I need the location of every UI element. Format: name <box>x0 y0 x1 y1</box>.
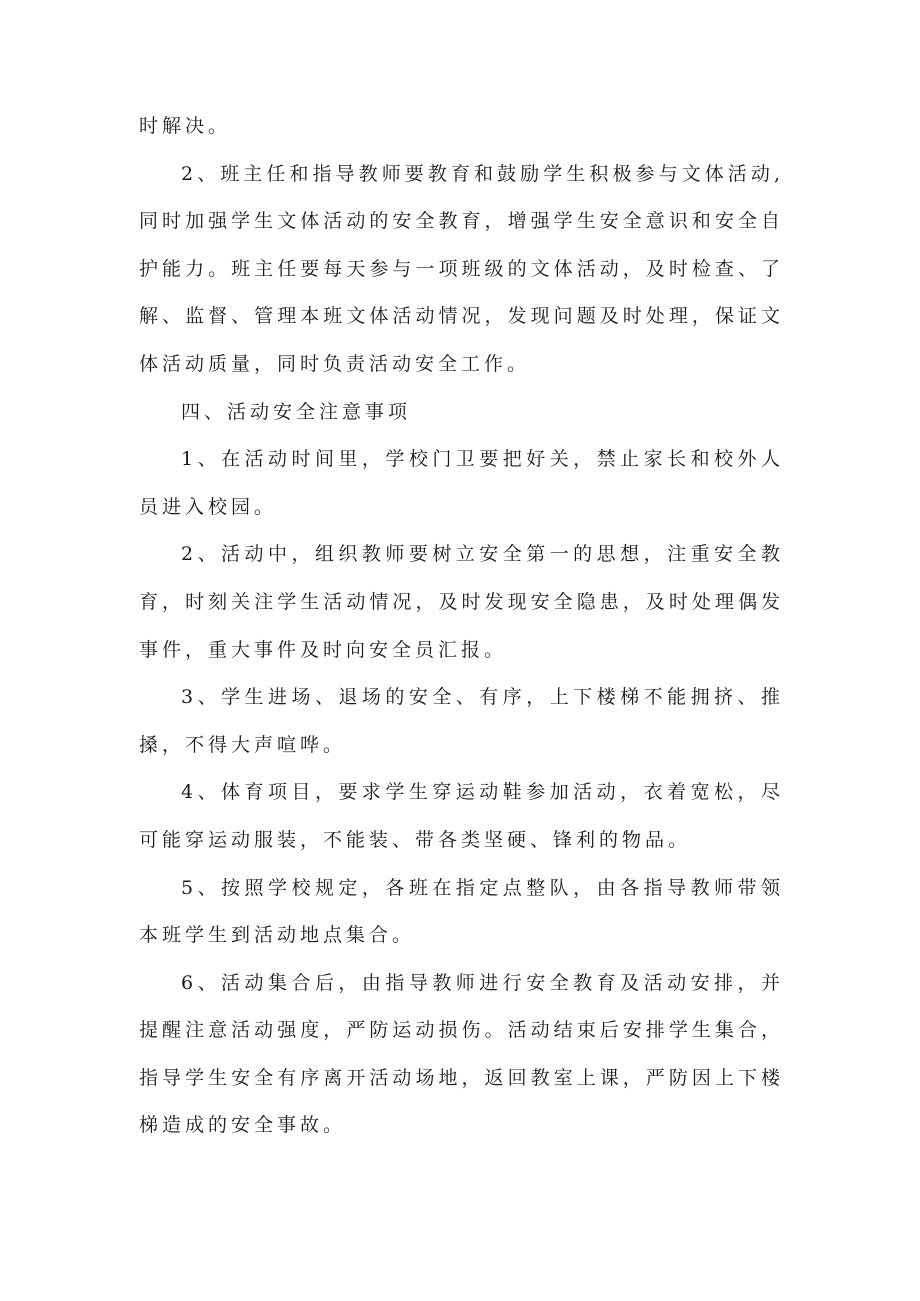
paragraph-item-6-after-assembly: 6、活动集合后，由指导教师进行安全教育及活动安排，并提醒注意活动强度，严防运动损伤。活动结束后安排学生集合，指导学生安全有序离开活动场地，返回教室上课，严防因上下楼梯造成的安全事故。 <box>139 971 784 1137</box>
paragraph-item-1-gate: 1、在活动时间里，学校门卫要把好关，禁止家长和校外人员进入校园。 <box>139 448 784 518</box>
paragraph-item-2-responsibility: 2、班主任和指导教师要教育和鼓励学生积极参与文体活动,同时加强学生文体活动的安全教育，增强学生安全意识和安全自护能力。班主任要每天参与一项班级的文体活动，及时检查、了解、监督、管理本班文体活动情况，发现问题及时处理，保证文体活动质量，同时负责活动安全工作。 <box>139 162 784 375</box>
paragraph-continuation: 时解决。 <box>139 115 232 137</box>
paragraph-item-3-entry-exit: 3、学生进场、退场的安全、有序，上下楼梯不能拥挤、推搡，不得大声喧哗。 <box>139 686 784 756</box>
section-heading-safety-notes: 四、活动安全注意事项 <box>181 400 412 423</box>
paragraph-item-4-sports: 4、体育项目，要求学生穿运动鞋参加活动，衣着宽松，尽可能穿运动服装，不能装、带各类坚硬、锋利的物品。 <box>139 781 784 851</box>
paragraph-item-5-assembly: 5、按照学校规定，各班在指定点整队，由各指导教师带领本班学生到活动地点集合。 <box>139 876 784 947</box>
paragraph-item-2-teachers: 2、活动中，组织教师要树立安全第一的思想，注重安全教育，时刻关注学生活动情况，及时发现安全隐患，及时处理偶发事件，重大事件及时向安全员汇报。 <box>139 543 784 661</box>
document-body <box>139 103 784 1150</box>
